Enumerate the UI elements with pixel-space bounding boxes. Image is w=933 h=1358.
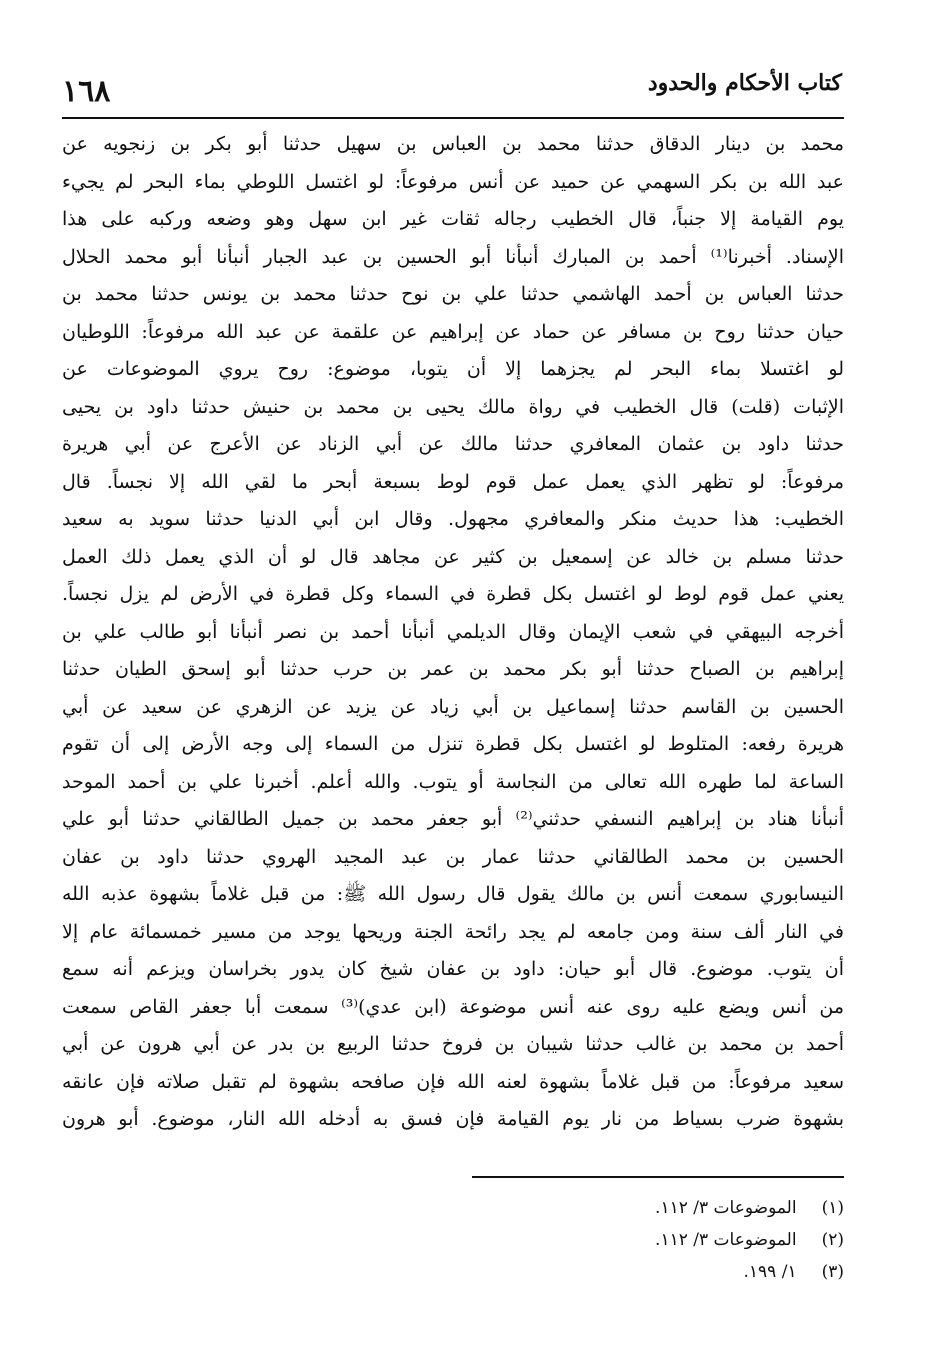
text-line: سعيد مرفوعاً: من قبل غلاماً بشهوة لعنه الله فإن صافحه بشهوة لم تقبل صلاته فإن عانقه [62, 1070, 844, 1093]
running-title: كتاب الأحكام والحدود [647, 70, 842, 96]
text-line: الحسين بن القاسم حدثنا إسماعيل بن أبي زياد عن يزيد عن الزهري عن سعيد عن أبي [62, 695, 844, 718]
text-line: عبد الله بن بكر السهمي عن حميد عن أنس مرفوعاً: لو اغتسل اللوطي بماء البحر لم يجيء [62, 170, 844, 193]
text-line: حيان حدثنا روح بن مسافر عن حماد عن إبراهيم عن علقمة عن عبد الله مرفوعاً: اللوطيان [62, 320, 844, 343]
text-line: الخطيب: هذا حديث منكر والمعافري مجهول. وقال ابن أبي الدنيا حدثنا سويد به سعيد [62, 508, 844, 530]
text-line: بشهوة ضرب بسياط من نار يوم القيامة فإن فسق به أدخله الله النار، موضوع. أبو هرون [62, 1108, 844, 1130]
footnote-item [300, 1224, 844, 1256]
footnote-text: ١/ ١٩٩. [743, 1262, 797, 1282]
text-line: محمد بن دينار الدقاق حدثنا محمد بن العباس بن سهيل حدثنا أبو بكر بن زنجويه عن [62, 133, 844, 155]
text-line: في النار ألف سنة ومن جامعه لم يجد رائحة الجنة وريحها يوجد من مسير خمسمائة عام إلا [62, 920, 844, 943]
text-line: أحمد بن محمد بن غالب حدثنا شيبان بن فروخ حدثنا الربيع بن بدر عن أبي هرون عن أبي [62, 1033, 844, 1055]
footnote-text: الموضوعات ٣/ ١١٢. [655, 1230, 797, 1250]
header-rule [62, 117, 844, 119]
text-line: يعني عمل قوم لوط لو اغتسل بكل قطرة في السماء وكل قطرة في الأرض لم يزل نجساً. [62, 583, 844, 605]
page-number: ١٦٨ [62, 74, 111, 109]
text-line: أخرجه البيهقي في شعب الإيمان وقال الديلمي أنبأنا أحمد بن نصر أنبأنا أبو طالب علي بن [62, 620, 844, 643]
text-line: من أنس ويضع عليه روى عنه أنس موضوعة (ابن عدي)⁽³⁾ سمعت أبا جعفر القاص سمعت [62, 995, 844, 1018]
page-header [62, 62, 842, 122]
footnote-rule [472, 1176, 844, 1178]
text-line: الساعة لما طهره الله تعالى من النجاسة أو يتوب. والله أعلم. أخبرنا علي بن أحمد الموحد [62, 770, 844, 793]
text-line: يوم القيامة إلا جنباً، قال الخطيب رجاله ثقات غير ابن سهل وهو وضعه وركبه على هذا [62, 208, 844, 230]
text-line: مرفوعاً: لو تظهر الذي يعمل عمل قوم لوط بسبعة أبحر ما لقي الله إلا نجساً. قال [62, 470, 844, 493]
footnote-number: (١) [821, 1198, 844, 1218]
text-line: الحسين بن محمد الطالقاني حدثنا عمار بن عبد المجيد الهروي حدثنا داود بن عفان [62, 845, 844, 868]
text-line: إبراهيم بن الصباح حدثنا أبو بكر محمد بن عمر بن حرب حدثنا أبو إسحق الطيان حدثنا [62, 658, 844, 680]
footnote-text: الموضوعات ٣/ ١١٢. [655, 1198, 797, 1218]
footnote-item [300, 1256, 844, 1288]
text-line: هريرة رفعه: المتلوط لو اغتسل بكل قطرة تنزل من السماء إلى وجه الأرض إلى أن تقوم [62, 733, 844, 755]
text-line: حدثنا داود بن عثمان المعافري حدثنا مالك عن أبي الزناد عن الأعرج عن أبي هريرة [62, 433, 844, 455]
text-line: حدثنا مسلم بن خالد عن إسمعيل بن كثير عن مجاهد قال لو أن الذي يعمل ذلك العمل [62, 545, 844, 568]
footnote-item [300, 1192, 844, 1224]
text-line: أن يتوب. موضوع. قال أبو حيان: داود بن عفان شيخ كان يدور بخراسان ويزعم أنه سمع [62, 958, 844, 980]
text-line: أنبأنا هناد بن إبراهيم النسفي حدثني⁽²⁾ أبو جعفر محمد بن جميل الطالقاني حدثنا أبو علي [62, 808, 844, 830]
text-line: النيسابوري سمعت أنس بن مالك يقول قال رسول الله ﷺ: من قبل غلاماً بشهوة عذبه الله [62, 883, 844, 905]
body-text [62, 126, 844, 1139]
footnote-number: (٣) [821, 1262, 844, 1282]
text-line: لو اغتسلا بماء البحر لم يجزهما إلا أن يتوبا، موضوع: روح يروي الموضوعات عن [62, 358, 844, 380]
text-line: الإسناد. أخبرنا⁽¹⁾ أحمد بن المبارك أنبأنا أبو الحسين بن عبد الجبار أنبأنا أبو محمد الحلال [62, 245, 844, 268]
text-line: الإثبات (قلت) قال الخطيب في رواة مالك يحيى بن محمد بن حنيش حدثنا داود بن يحيى [62, 395, 844, 418]
footnotes [300, 1192, 844, 1288]
footnote-number: (٢) [821, 1230, 844, 1250]
text-line: حدثنا العباس بن أحمد الهاشمي حدثنا علي بن نوح حدثنا محمد بن يونس حدثنا محمد بن [62, 283, 844, 305]
